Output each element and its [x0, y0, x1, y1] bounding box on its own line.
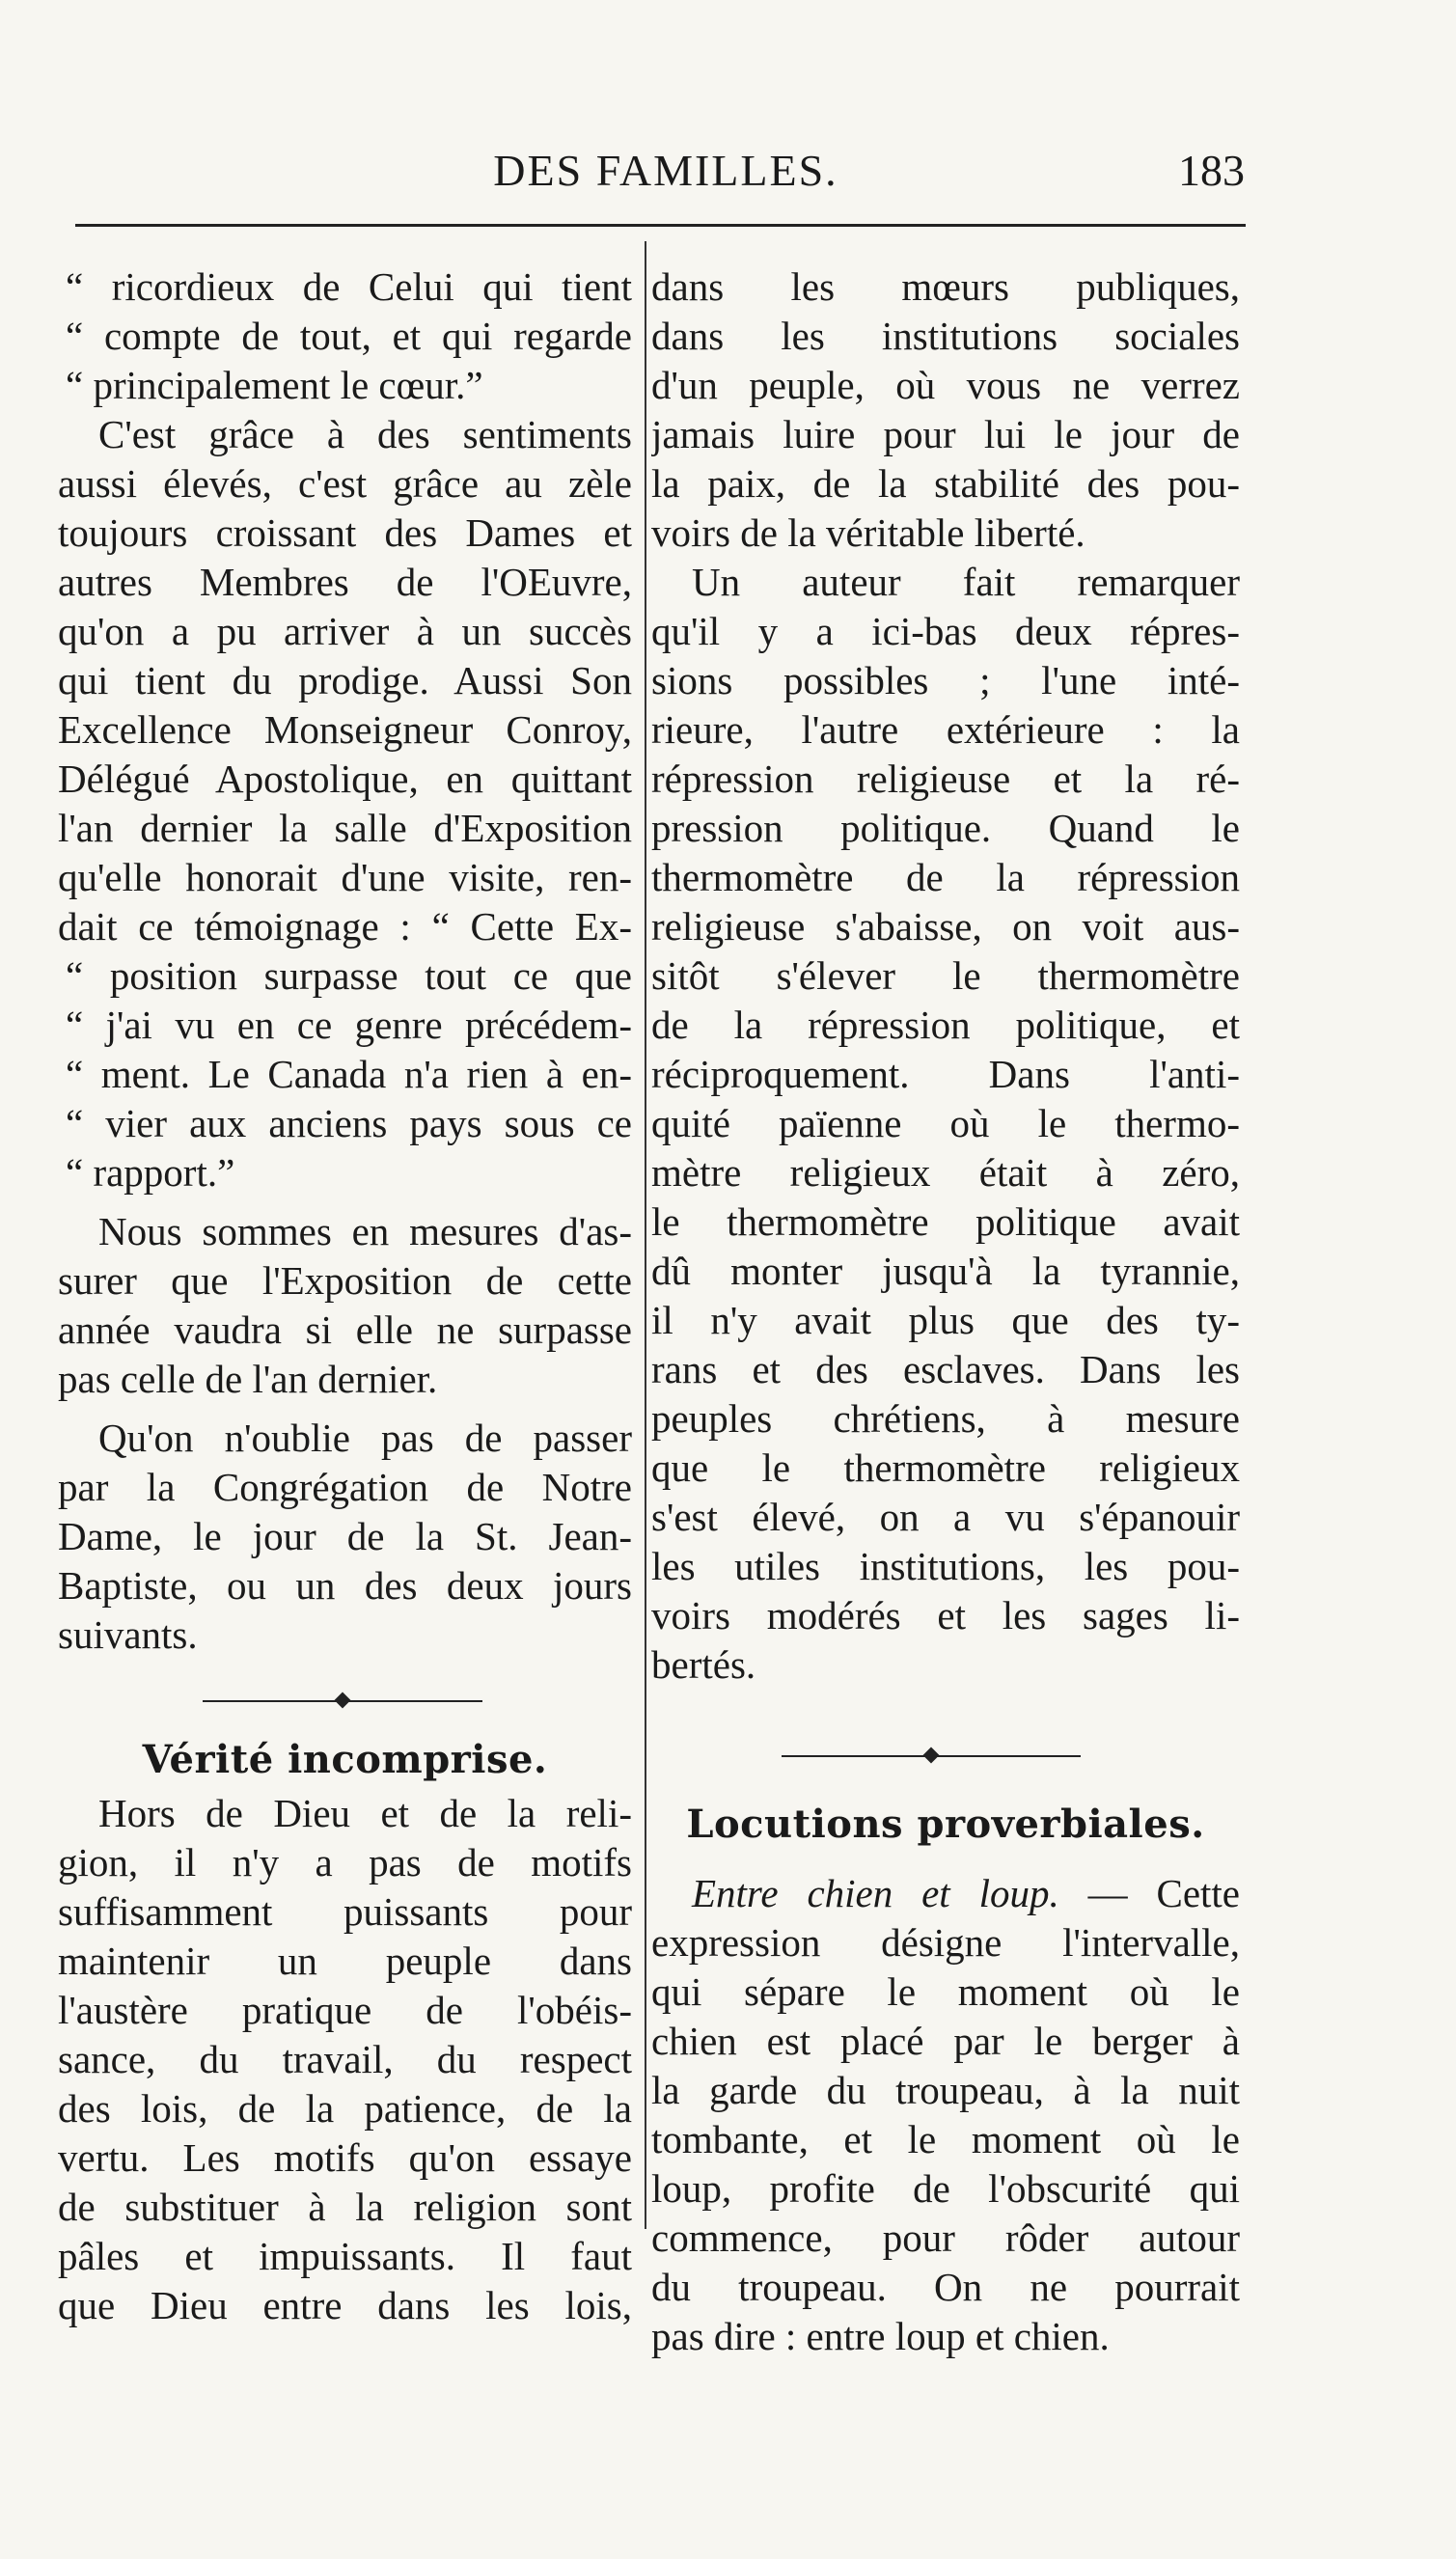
ornament-diamond [335, 1692, 351, 1709]
paragraph-congregation [58, 1414, 632, 1660]
text-line: “ j'ai vu en ce genre précédem- [66, 1003, 632, 1047]
text-line: il n'y avait plus que des ty- [651, 1298, 1240, 1342]
text-line: réciproquement. Dans l'anti- [651, 1052, 1240, 1096]
section-ornament [58, 1673, 632, 1731]
text-line: pâles et impuissants. Il faut [58, 2234, 632, 2278]
text-line: dû monter jusqu'à la tyrannie, [651, 1249, 1240, 1293]
text-line: Dame, le jour de la St. Jean- [58, 1514, 632, 1558]
text-line: d'un peuple, où vous ne verrez [651, 363, 1240, 407]
text-line: qu'on a pu arriver à un succès [58, 609, 632, 653]
text-line: dait ce témoignage : “ Cette Ex- [58, 904, 632, 949]
text-line: Délégué Apostolique, en quittant [58, 757, 632, 801]
text-line: Qu'on n'oublie pas de passer [98, 1416, 632, 1460]
text-line: s'est élevé, on a vu s'épanouir [651, 1495, 1240, 1539]
text-line: répression religieuse et la ré- [651, 757, 1240, 801]
spacer [651, 1854, 1240, 1869]
text-line: le thermomètre politique avait [651, 1199, 1240, 1244]
text-line: chien est placé par le berger à [651, 2019, 1240, 2063]
text-line: qui tient du prodige. Aussi Son [58, 658, 632, 702]
text-line: expression désigne l'intervalle, [651, 1920, 1240, 1965]
text-line: “ rapport.” [66, 1150, 235, 1195]
text-line: qui sépare le moment où le [651, 1969, 1240, 2014]
text-line: année vaudra si elle ne surpasse [58, 1307, 632, 1352]
text-line: Excellence Monseigneur Conroy, [58, 707, 632, 752]
text-line: religieuse s'abaisse, on voit aus- [651, 904, 1240, 949]
text-line: vertu. Les motifs qu'on essaye [58, 2135, 632, 2180]
text-line: qu'il y a ici-bas deux répres- [651, 609, 1240, 653]
text-line: dans les institutions sociales [651, 314, 1240, 358]
text-line: l'austère pratique de l'obéis- [58, 1988, 632, 2032]
text-line: sions possibles ; l'une inté- [651, 658, 1240, 702]
text-line: qu'elle honorait d'une visite, ren- [58, 855, 632, 899]
paragraph-moeurs [651, 262, 1240, 558]
running-head [0, 145, 1456, 212]
paragraph-gap [58, 1404, 632, 1414]
text-line: sitôt s'élever le thermomètre [651, 953, 1240, 998]
text-line: C'est grâce à des sentiments [98, 412, 632, 456]
text-line: sance, du travail, du respect [58, 2037, 632, 2081]
paragraph-locution [651, 1869, 1240, 2361]
text-line: la garde du troupeau, à la nuit [651, 2068, 1240, 2112]
text-line: de substituer à la religion sont [58, 2185, 632, 2229]
header-rule [75, 224, 1246, 227]
text-line: Nous sommes en mesures d'as- [98, 1209, 632, 1253]
left-column [58, 262, 632, 2330]
text-line: voirs de la véritable liberté. [651, 510, 1085, 555]
text-line: “ ricordieux de Celui qui tient [66, 264, 632, 309]
text-line: que le thermomètre religieux [651, 1445, 1240, 1490]
text-line: rans et des esclaves. Dans les [651, 1347, 1240, 1391]
text-line: suivants. [58, 1612, 198, 1657]
text-line: Hors de Dieu et de la reli- [98, 1791, 632, 1835]
text-line: gion, il n'y a pas de motifs [58, 1840, 632, 1885]
column-divider [645, 241, 646, 2229]
text-line: par la Congrégation de Notre [58, 1465, 632, 1509]
text-line: pas celle de l'an dernier. [58, 1357, 438, 1401]
text-line: toujours croissant des Dames et [58, 510, 632, 555]
section-title: Vérité incomprise. [142, 1737, 548, 1782]
text-line: jamais luire pour lui le jour de [651, 412, 1240, 456]
text-line: dans les mœurs publiques, [651, 264, 1240, 309]
text-line: pas dire : entre loup et chien. [651, 2314, 1110, 2358]
text-line: “ ment. Le Canada n'a rien à en- [66, 1052, 632, 1096]
text-line: voirs modérés et les sages li- [651, 1593, 1240, 1637]
text-line: autres Membres de l'OEuvre, [58, 560, 632, 604]
text-line: du troupeau. On ne pourrait [651, 2265, 1240, 2309]
text-line: “ principalement le cœur.” [66, 363, 483, 407]
paragraph-exposition [58, 1207, 632, 1404]
text-line: les utiles institutions, les pou- [651, 1544, 1240, 1588]
text-line: pression politique. Quand le [651, 806, 1240, 850]
text-line: “ vier aux anciens pays sous ce [66, 1101, 632, 1145]
paragraph-grace [58, 410, 632, 1197]
page-number: 183 [1178, 146, 1245, 195]
paragraph-gap [58, 1197, 632, 1207]
text-line: la paix, de la stabilité des pou- [651, 461, 1240, 506]
text-line: quité païenne où le thermo- [651, 1101, 1240, 1145]
paragraph-repression [651, 558, 1240, 1690]
text-line: tombante, et le moment où le [651, 2117, 1240, 2161]
text-line: l'an dernier la salle d'Exposition [58, 806, 632, 850]
text-line: des lois, de la patience, de la [58, 2086, 632, 2131]
text-line: de la répression politique, et [651, 1003, 1240, 1047]
section-title: Locutions proverbiales. [686, 1802, 1205, 1847]
ornament-diamond [923, 1747, 940, 1764]
text-line [651, 1869, 1240, 1918]
text-line: Baptiste, ou un des deux jours [58, 1563, 632, 1608]
text-line: maintenir un peuple dans [58, 1939, 632, 1983]
text-line: surer que l'Exposition de cette [58, 1258, 632, 1303]
paragraph-verite [58, 1789, 632, 2330]
text-line: thermomètre de la répression [651, 855, 1240, 899]
text-line: que Dieu entre dans les lois, [58, 2283, 632, 2327]
text-line: peuples chrétiens, à mesure [651, 1396, 1240, 1441]
text-line: “ position surpasse tout ce que [66, 953, 632, 998]
text-line: loup, profite de l'obscurité qui [651, 2166, 1240, 2211]
text-line: suffisamment puissants pour [58, 1889, 632, 1934]
paragraph-quote-end [58, 262, 632, 410]
italic-phrase: Entre chien et loup. [692, 1871, 1059, 1915]
text-line: Un auteur fait remarquer [692, 560, 1240, 604]
text-line: “ compte de tout, et qui regarde [66, 314, 632, 358]
right-column [651, 262, 1240, 2361]
text-fragment: — Cette [1087, 1871, 1240, 1915]
text-line: mètre religieux était à zéro, [651, 1150, 1240, 1195]
text-line: commence, pour rôder autour [651, 2215, 1240, 2260]
section-ornament [651, 1728, 1240, 1786]
text-line: bertés. [651, 1642, 756, 1687]
running-title: DES FAMILLES. [493, 146, 838, 195]
text-line: aussi élevés, c'est grâce au zèle [58, 461, 632, 506]
text-line: rieure, l'autre extérieure : la [651, 707, 1240, 752]
